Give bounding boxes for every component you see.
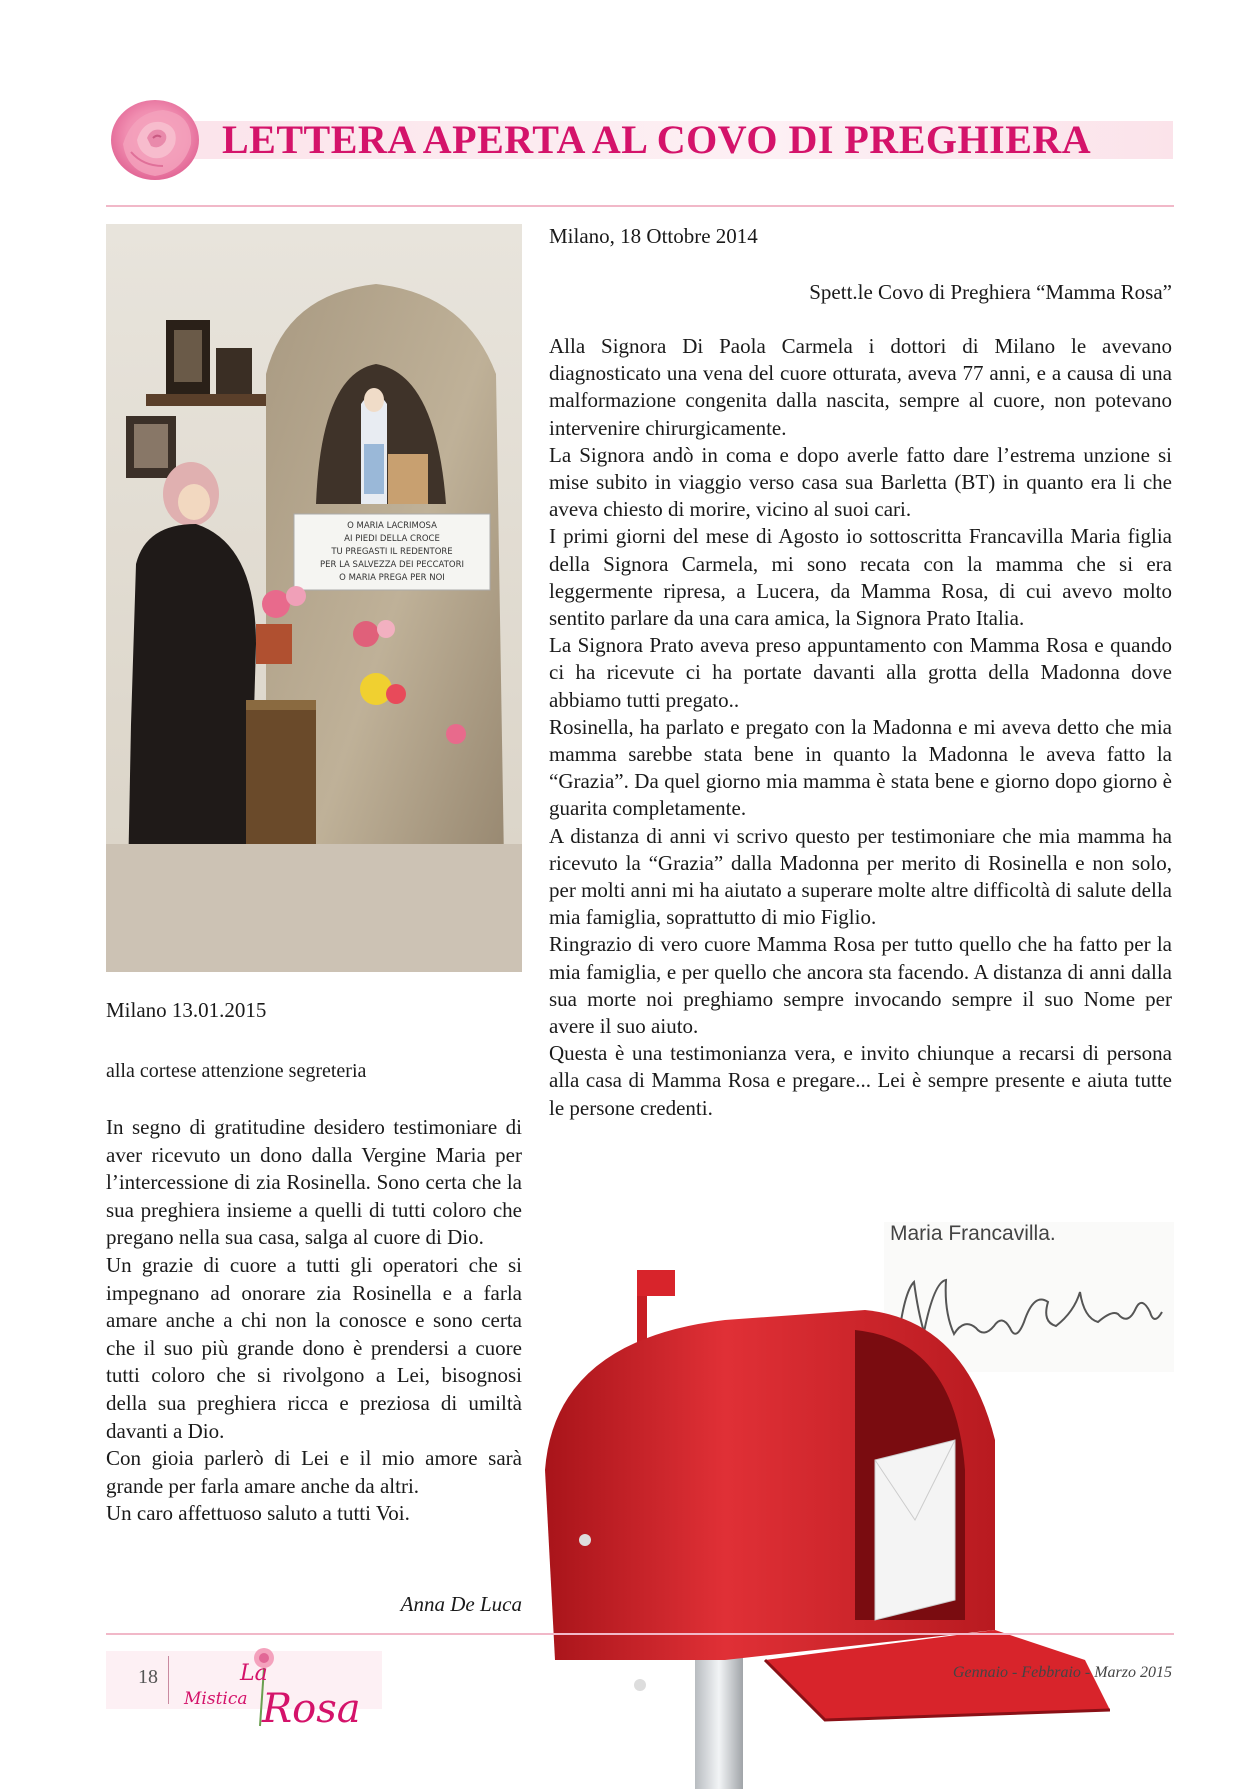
plaque-line: PER LA SALVEZZA DEI PECCATORI [319, 560, 465, 570]
letter-signature: Anna De Luca [400, 1592, 522, 1616]
paragraph: Un grazie di cuore a tutti gli operatori che si impegnano ad onorare zia Rosinella e a farla amare anche a chi non la conosce e sono certa che il suo più grande dono è prendersi a cuore tutti coloro che si rivolgono a Lei, bisognosi della sua preghiera ricca e preziosa di umiltà davanti a Dio. [106, 1252, 522, 1443]
paragraph: Con gioia parlerò di Lei e il mio amore sarà grande per farla amare anche da altri. [106, 1446, 522, 1498]
plaque-line: AI PIEDI DELLA CROCE [344, 534, 440, 544]
rose-icon [103, 92, 207, 184]
paragraph: La Signora Prato aveva preso appuntamento con Mamma Rosa e quando ci ha ricevute ci ha portate davanti alla grotta della Madonna dove abbiamo tutti pregato.. [549, 633, 1172, 712]
header-divider [106, 205, 1174, 207]
page-title: LETTERA APERTA AL COVO DI PREGHIERA [222, 117, 1092, 162]
paragraph: In segno di gratitudine desidero testimoniare di aver ricevuto un dono dalla Vergine Maria per l’intercessione di zia Rosinella. Sono certa che la sua preghiera insieme a quelli di tutti coloro che pregano nella sua casa, salga al cuore di Dio. [106, 1115, 522, 1250]
letter-recipient: Spett.le Covo di Preghiera “Mamma Rosa” [809, 280, 1172, 304]
footer-separator [168, 1656, 169, 1704]
logo-mistica: Mistica [184, 1689, 248, 1709]
paragraph: Rosinella, ha parlato e pregato con la Madonna e mi aveva detto che mia mamma sarebbe stata bene in quanto la Madonna le aveva fatto la “Grazia”. Da quel giorno mia mamma è stata bene e giorno dopo giorno è guarita completamente. [549, 714, 1172, 821]
letter-greeting: alla cortese attenzione segreteria [106, 1060, 367, 1082]
paragraph: Ringrazio di vero cuore Mamma Rosa per tutto quello che ha fatto per la mia famiglia, e per quello che ancora sta facendo. A distanza di anni dalla sua morte noi preghiamo sempre invocando sempre il suo Nome per avere il suo aiuto. [549, 932, 1172, 1039]
grotto-photo [106, 224, 522, 972]
plaque-line: O MARIA PREGA PER NOI [339, 573, 445, 583]
logo-rosa: Rosa [262, 1686, 361, 1730]
paragraph: A distanza di anni vi scrivo questo per testimoniare che mia mamma ha ricevuto la “Grazia” dalla Madonna per merito di Rosinella e non solo, per molti anni mi ha aiutato a superare molte altre difficoltà di salute della mia famiglia, soprattutto di mio Figlio. [549, 823, 1172, 930]
paragraph: La Signora andò in coma e dopo averle fatto dare l’estrema unzione si mise subito in viaggio verso casa sua Barletta (BT) in quanto era li che aveva chiesto di morire, vicino al suoi cari. [549, 442, 1172, 522]
paragraph: Questa è una testimonianza vera, e invito chiunque a recarsi di persona alla casa di Mamma Rosa e pregare... Lei è sempre presente e aiuta tutte le persone credenti. [549, 1041, 1172, 1120]
mailbox-illustration [525, 1240, 1110, 1789]
plaque-line: TU PREGASTI IL REDENTORE [331, 547, 453, 557]
paragraph: Un caro affettuoso saluto a tutti Voi. [106, 1501, 410, 1526]
letter-body [549, 333, 1172, 1122]
plaque-line: O MARIA LACRIMOSA [347, 521, 437, 531]
footer-divider-line [106, 1633, 1174, 1635]
issue-date: Gennaio - Febbraio - Marzo 2015 [952, 1664, 1172, 1681]
logo-la: La [240, 1661, 268, 1686]
paragraph: Alla Signora Di Paola Carmela i dottori di Milano le avevano diagnosticato una vena del cuore otturata, aveva 77 anni, e a causa di una malformazione congenita dalla nascita, sempre al cuore, non potevano intervenire chirurgicamente. [549, 334, 1172, 440]
paragraph: I primi giorni del mese di Agosto io sottoscritta Francavilla Maria figlia della Signora Carmela, mi sono recata con la mamma che si era leggermente ripresa, a Lucera, da Mamma Rosa, di cui avevo molto sentito parlare da una cara amica, la Signora Prato Italia. [549, 524, 1172, 631]
letter-body [106, 1114, 522, 1528]
signature-name: Maria Francavilla. [890, 1222, 1056, 1245]
magazine-logo [172, 1640, 382, 1730]
page-number: 18 [138, 1666, 158, 1688]
letter-date: Milano 13.01.2015 [106, 998, 267, 1022]
letter-date: Milano, 18 Ottobre 2014 [549, 224, 758, 248]
